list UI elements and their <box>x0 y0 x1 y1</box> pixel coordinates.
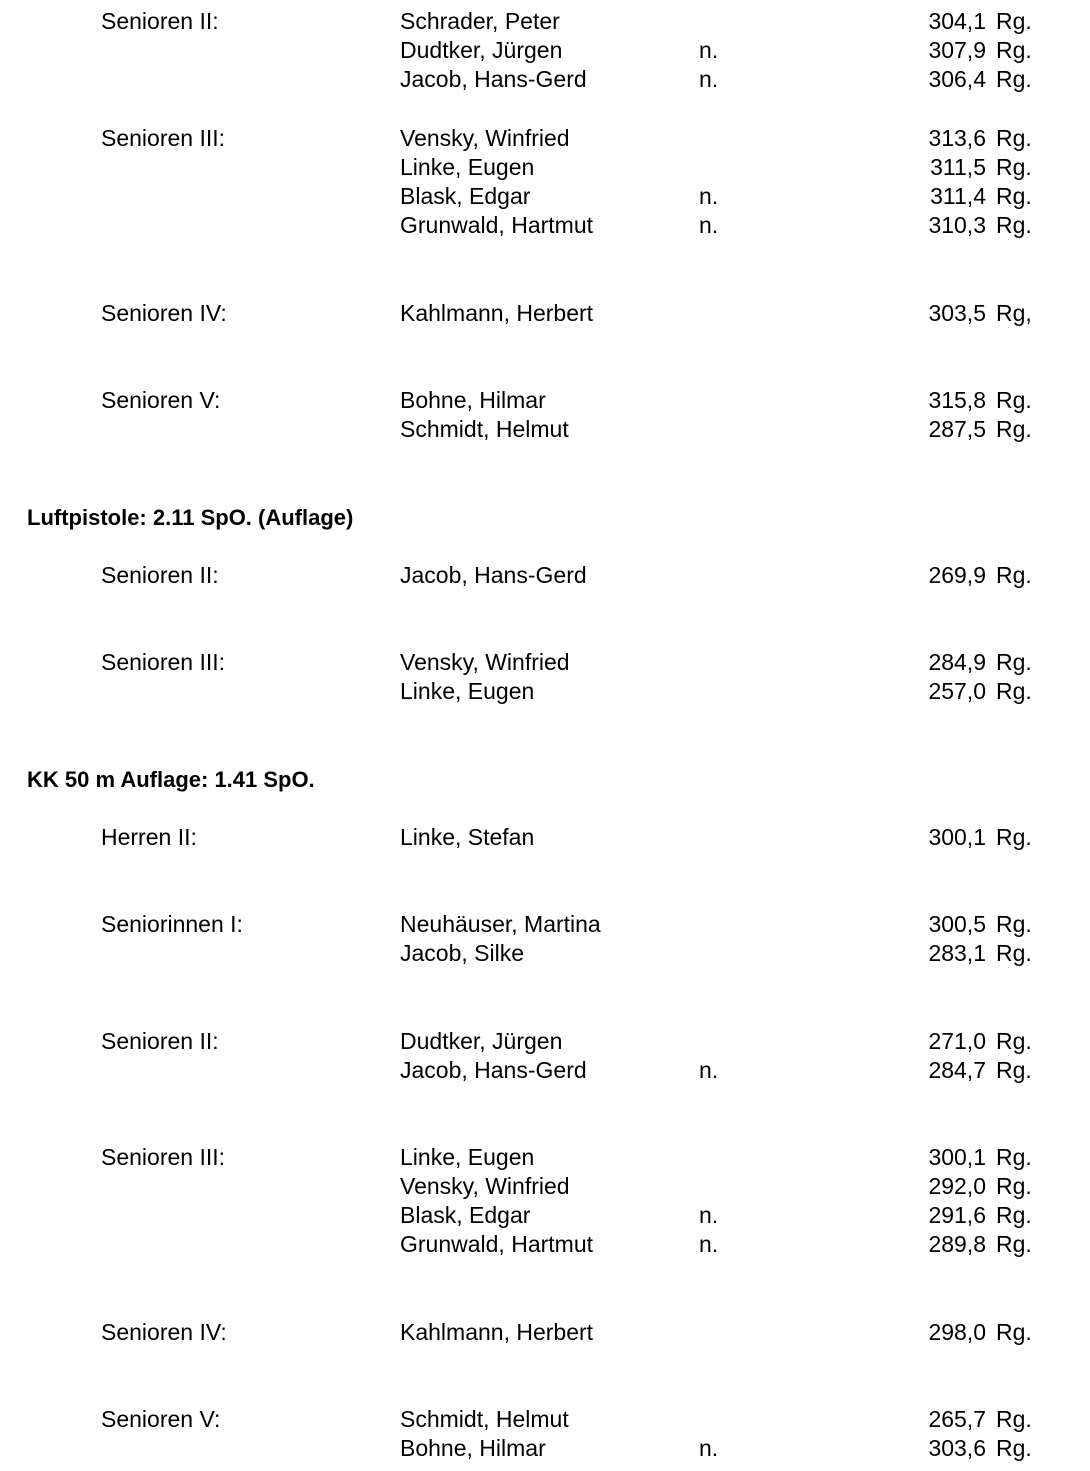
unit: Rg. <box>996 387 1032 413</box>
athlete-name: Vensky, Winfried <box>400 1173 570 1199</box>
table-row <box>0 7 1090 36</box>
unit: Rg. <box>996 183 1032 209</box>
table-row <box>0 1434 1090 1463</box>
athlete-name: Dudtker, Jürgen <box>400 37 563 63</box>
score: 300,1 <box>928 824 986 850</box>
table-row <box>0 1027 1090 1056</box>
score: 257,0 <box>928 678 986 704</box>
athlete-name: Neuhäuser, Martina <box>400 911 601 937</box>
table-row <box>0 415 1090 444</box>
table-row <box>0 1172 1090 1201</box>
athlete-name: Schrader, Peter <box>400 8 560 34</box>
unit: Rg. <box>996 37 1032 63</box>
athlete-name: Jacob, Silke <box>400 940 525 966</box>
score: 292,0 <box>928 1173 986 1199</box>
table-row <box>0 1143 1090 1172</box>
score: 306,4 <box>928 66 986 92</box>
unit: Rg. <box>996 1057 1032 1083</box>
athlete-name: Linke, Eugen <box>400 1144 535 1170</box>
athlete-name: Bohne, Hilmar <box>400 387 546 413</box>
category-label: Senioren II: <box>101 1028 219 1054</box>
athlete-name: Linke, Eugen <box>400 678 535 704</box>
athlete-name: Bohne, Hilmar <box>400 1435 546 1461</box>
athlete-name: Kahlmann, Herbert <box>400 1319 594 1345</box>
unit: Rg. <box>996 212 1032 238</box>
score: 304,1 <box>928 8 986 34</box>
table-row <box>0 182 1090 211</box>
score: 300,5 <box>928 911 986 937</box>
category-label: Senioren III: <box>101 125 226 151</box>
table-row <box>0 939 1090 968</box>
unit: Rg. <box>996 1144 1032 1170</box>
flag: n. <box>699 183 719 209</box>
unit: Rg. <box>996 1435 1032 1461</box>
table-row <box>0 910 1090 939</box>
table-row <box>0 561 1090 590</box>
unit: Rg. <box>996 678 1032 704</box>
unit: Rg. <box>996 1406 1032 1432</box>
score: 303,5 <box>928 300 986 326</box>
unit: Rg. <box>996 416 1032 442</box>
score: 289,8 <box>928 1231 986 1257</box>
category-label: Senioren II: <box>101 562 219 588</box>
category-label: Senioren V: <box>101 1406 221 1432</box>
athlete-name: Schmidt, Helmut <box>400 416 569 442</box>
score: 311,4 <box>930 183 986 209</box>
unit: Rg. <box>996 125 1032 151</box>
score: 284,7 <box>928 1057 986 1083</box>
unit: Rg. <box>996 66 1032 92</box>
table-row <box>0 677 1090 706</box>
unit: Rg, <box>996 300 1032 326</box>
flag: n. <box>699 66 719 92</box>
athlete-name: Vensky, Winfried <box>400 649 570 675</box>
score: 311,5 <box>930 154 986 180</box>
flag: n. <box>699 37 719 63</box>
score: 287,5 <box>928 416 986 442</box>
unit: Rg. <box>996 1173 1032 1199</box>
unit: Rg. <box>996 154 1032 180</box>
score: 307,9 <box>928 37 986 63</box>
table-row <box>0 386 1090 415</box>
unit: Rg. <box>996 1028 1032 1054</box>
table-row <box>0 153 1090 182</box>
category-label: Herren II: <box>101 824 197 850</box>
table-row <box>0 299 1090 328</box>
table-row <box>0 36 1090 65</box>
score: 298,0 <box>928 1319 986 1345</box>
unit: Rg. <box>996 649 1032 675</box>
athlete-name: Vensky, Winfried <box>400 125 570 151</box>
athlete-name: Linke, Stefan <box>400 824 535 850</box>
table-row <box>0 1405 1090 1434</box>
category-label: Senioren IV: <box>101 300 227 326</box>
unit: Rg. <box>996 940 1032 966</box>
unit: Rg. <box>996 911 1032 937</box>
flag: n. <box>699 1057 719 1083</box>
table-row <box>0 823 1090 852</box>
table-row <box>0 648 1090 677</box>
table-row <box>0 124 1090 153</box>
table-row <box>0 1318 1090 1347</box>
athlete-name: Kahlmann, Herbert <box>400 300 594 326</box>
athlete-name: Blask, Edgar <box>400 183 531 209</box>
unit: Rg. <box>996 824 1032 850</box>
score: 313,6 <box>928 125 986 151</box>
table-row <box>0 211 1090 240</box>
unit: Rg. <box>996 1202 1032 1228</box>
score: 284,9 <box>928 649 986 675</box>
unit: Rg. <box>996 8 1032 34</box>
score: 300,1 <box>928 1144 986 1170</box>
athlete-name: Blask, Edgar <box>400 1202 531 1228</box>
athlete-name: Grunwald, Hartmut <box>400 1231 594 1257</box>
flag: n. <box>699 1231 719 1257</box>
athlete-name: Grunwald, Hartmut <box>400 212 594 238</box>
unit: Rg. <box>996 1231 1032 1257</box>
table-row <box>0 1056 1090 1085</box>
athlete-name: Jacob, Hans-Gerd <box>400 66 587 92</box>
unit: Rg. <box>996 1319 1032 1345</box>
section-heading: Luftpistole: 2.11 SpO. (Auflage) <box>27 505 354 530</box>
table-row <box>0 1230 1090 1259</box>
category-label: Senioren III: <box>101 649 226 675</box>
score: 283,1 <box>928 940 986 966</box>
score: 303,6 <box>928 1435 986 1461</box>
score: 315,8 <box>928 387 986 413</box>
score: 291,6 <box>928 1202 986 1228</box>
flag: n. <box>699 1202 719 1228</box>
score: 271,0 <box>928 1028 986 1054</box>
category-label: Seniorinnen I: <box>101 911 243 937</box>
section-heading: KK 50 m Auflage: 1.41 SpO. <box>27 767 315 792</box>
table-row <box>0 1201 1090 1230</box>
unit: Rg. <box>996 562 1032 588</box>
score: 265,7 <box>928 1406 986 1432</box>
score: 310,3 <box>928 212 986 238</box>
athlete-name: Schmidt, Helmut <box>400 1406 569 1432</box>
category-label: Senioren V: <box>101 387 221 413</box>
category-label: Senioren III: <box>101 1144 226 1170</box>
athlete-name: Jacob, Hans-Gerd <box>400 1057 587 1083</box>
table-row <box>0 65 1090 94</box>
flag: n. <box>699 1435 719 1461</box>
athlete-name: Jacob, Hans-Gerd <box>400 562 587 588</box>
category-label: Senioren IV: <box>101 1319 227 1345</box>
flag: n. <box>699 212 719 238</box>
category-label: Senioren II: <box>101 8 219 34</box>
athlete-name: Dudtker, Jürgen <box>400 1028 563 1054</box>
athlete-name: Linke, Eugen <box>400 154 535 180</box>
score: 269,9 <box>928 562 986 588</box>
